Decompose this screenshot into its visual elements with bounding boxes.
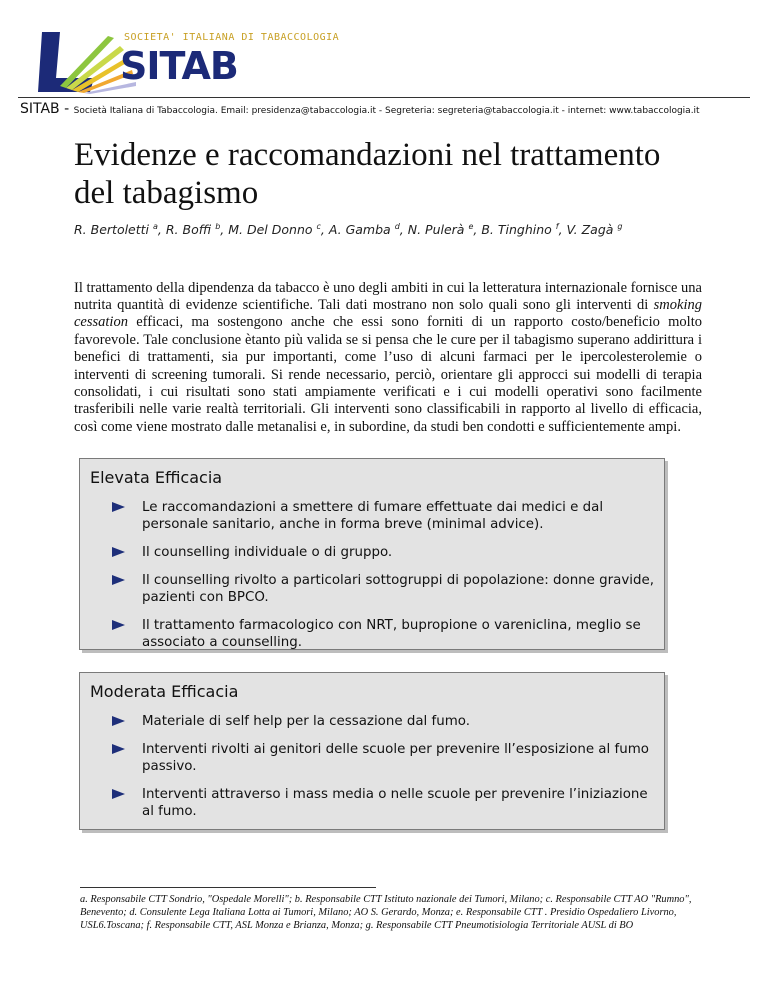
author-separator: , xyxy=(473,222,482,238)
intro-paragraph xyxy=(74,280,702,437)
bullet-arrow-icon xyxy=(112,716,125,726)
bullet-arrow-icon xyxy=(112,620,125,630)
box-title: Moderata Efficacia xyxy=(90,682,239,701)
intro-text: Il trattamento della dipendenza da tabacco è uno degli ambiti in cui la letteratura internazionale fornisce una nutrita quantità di evidenze scientifiche. Tali dati mostrano non solo quali sono gli interventi di xyxy=(74,279,702,313)
author-affiliation: b xyxy=(215,222,221,231)
moderate-efficacy-box xyxy=(79,672,665,830)
list-item-text: Materiale di self help per la cessazione dal fumo. xyxy=(142,714,470,729)
footnote-rule xyxy=(80,887,376,888)
list-item xyxy=(110,617,655,651)
header-contact-line xyxy=(20,101,700,117)
author-affiliation: d xyxy=(394,222,400,231)
author: R. Bertoletti xyxy=(74,222,150,238)
high-efficacy-box xyxy=(79,458,665,650)
logo-name: SITAB xyxy=(120,44,238,88)
author-separator: , xyxy=(558,222,567,238)
logo-society-text: SOCIETA' ITALIANA DI TABACCOLOGIA xyxy=(124,32,340,43)
bullet-arrow-icon xyxy=(112,547,125,557)
author-separator: , xyxy=(220,222,229,238)
header-separator: - xyxy=(59,101,74,117)
author-affiliation: c xyxy=(316,222,321,231)
box-title: Elevata Efficacia xyxy=(90,468,223,487)
header-org: SITAB xyxy=(20,101,60,117)
intro-text-continued: efficaci, ma sostengono anche che essi sono forniti di un rapporto costo/beneficio molto favorevole. Tale conclusione ètanto più valida se si pensa che le cure per il tabagismo superano addirittura i benefici di trattamenti, sia pur importanti, come l’uso di alcuni farmaci per le ipercolesterolemie o interventi di screening tumorali. Si rende necessario, perciò, orientare gli approcci sui modelli di terapia consolidati, i cui risultati sono stati ampiamente verificati e i cui modelli operativi sono facilmente trasferibili nelle varie realtà territoriali. Gli interventi sono classificabili in rapporto al livello di efficacia, così come viene mostrato dalle metanalisi e, in subordine, da studi ben condotti e sufficientemente ampi. xyxy=(74,314,702,435)
list-item xyxy=(110,572,655,606)
recommendation-list xyxy=(110,499,655,662)
list-item-text: Il counselling rivolto a particolari sottogruppi di popolazione: donne gravide, pazienti con BPCO. xyxy=(142,573,655,605)
list-item xyxy=(110,741,655,775)
bullet-arrow-icon xyxy=(112,789,125,799)
header-details: Società Italiana di Tabaccologia. Email: presidenza@tabaccologia.it - Segreteria: segreteria@tabaccologia.it - internet: www.tabaccologia.it xyxy=(73,106,700,116)
author-separator: , xyxy=(399,222,408,238)
document-title: Evidenze e raccomandazioni nel trattamento del tabagismo xyxy=(74,137,661,211)
list-item-text: Il counselling individuale o di gruppo. xyxy=(142,545,393,560)
authors-line xyxy=(74,222,734,237)
author-affiliation: g xyxy=(617,222,623,231)
list-item xyxy=(110,499,655,533)
author-affiliation: f xyxy=(555,222,559,231)
list-item xyxy=(110,713,655,730)
list-item-text: Il trattamento farmacologico con NRT, bupropione o vareniclina, meglio se associato a counselling. xyxy=(142,618,641,650)
bullet-arrow-icon xyxy=(112,502,125,512)
bullet-arrow-icon xyxy=(112,575,125,585)
author: A. Gamba xyxy=(328,222,391,238)
author-affiliation: a xyxy=(153,222,158,231)
list-item-text: Interventi rivolti ai genitori delle scuole per prevenire ll’esposizione al fumo passivo. xyxy=(142,742,649,774)
author: N. Pulerà xyxy=(407,222,465,238)
author: B. Tinghino xyxy=(481,222,552,238)
bullet-arrow-icon xyxy=(112,744,125,754)
recommendation-list xyxy=(110,713,655,831)
author: R. Boffi xyxy=(165,222,212,238)
list-item xyxy=(110,786,655,820)
list-item xyxy=(110,544,655,561)
author-separator: , xyxy=(157,222,166,238)
author: M. Del Donno xyxy=(228,222,313,238)
list-item-text: Interventi attraverso i mass media o nelle scuole per prevenire l’iniziazione al fumo. xyxy=(142,787,648,819)
footnote-affiliations: a. Responsabile CTT Sondrio, "Ospedale Morelli"; b. Responsabile CTT Istituto nazionale dei Tumori, Milano; c. Responsabile CTT AO "Rumno", Benevento; d. Consulente Lega Italiana Lotta ai Tumori, Milano; AO S. Gerardo, Monza; e. Responsabile CTT . Presidio Ospedaliero Livorno, USL6.Toscana; f. Responsabile CTT, ASL Monza e Brianza, Monza; g. Responsabile CTT Pneumotisiologia Territoriale AUSL di BO xyxy=(80,894,692,932)
author-separator: , xyxy=(320,222,329,238)
author-affiliation: e xyxy=(468,222,474,231)
list-item-text: Le raccomandazioni a smettere di fumare effettuate dai medici e dal personale sanitario, anche in forma breve (minimal advice). xyxy=(142,500,604,532)
intro-emphasis: smoking cessation xyxy=(74,296,702,331)
author: V. Zagà xyxy=(566,222,614,238)
header-rule xyxy=(18,97,750,98)
